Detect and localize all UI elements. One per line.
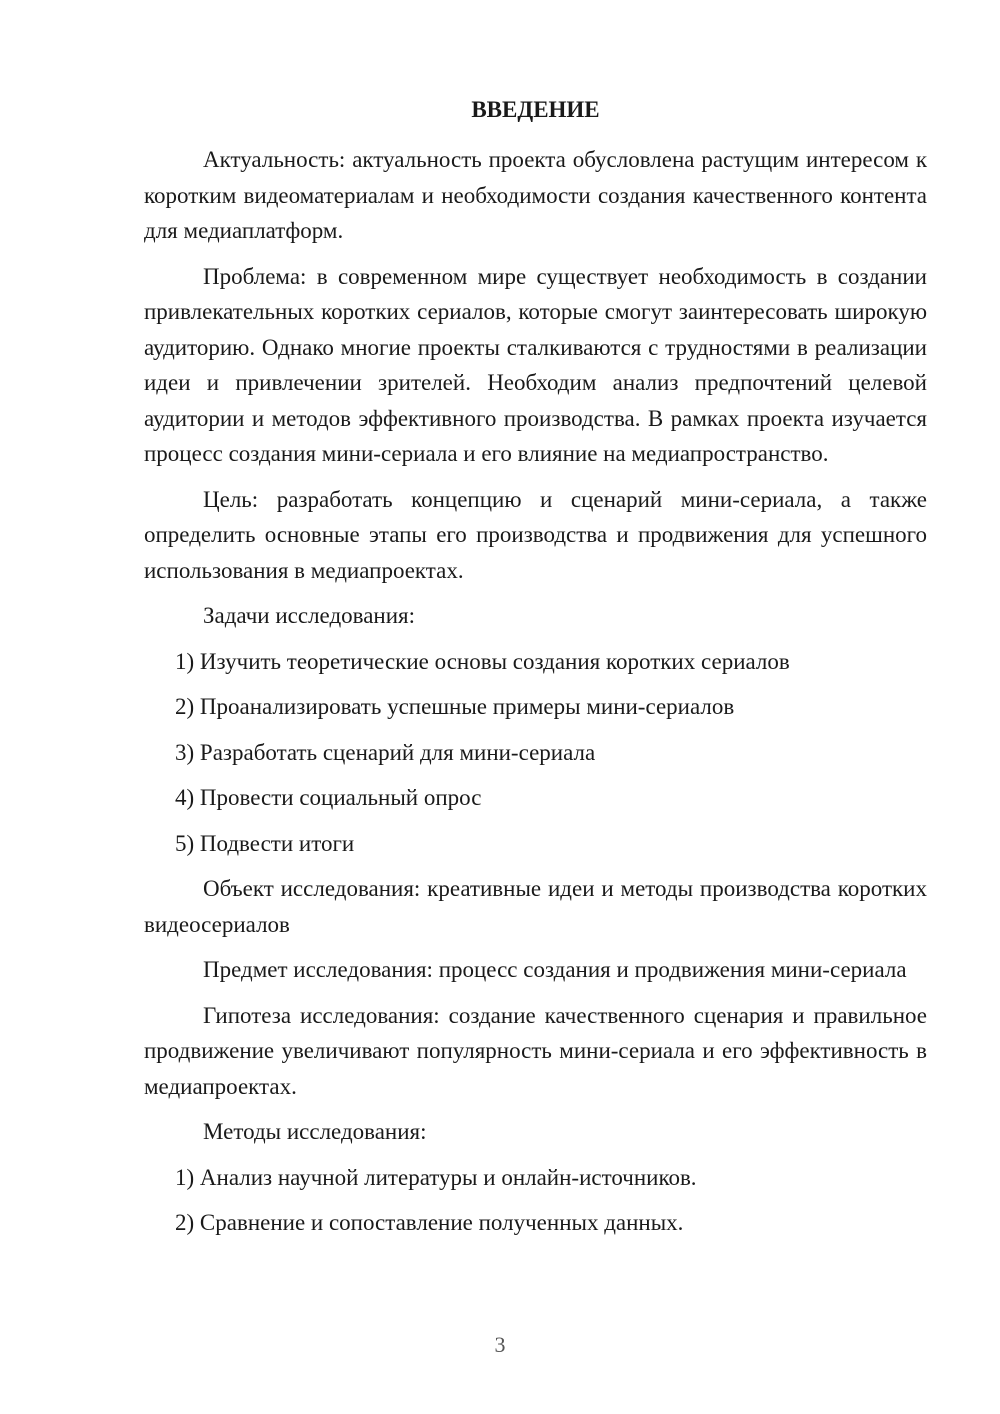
list-item: 1) Анализ научной литературы и онлайн-источников. — [175, 1164, 697, 1190]
list-item: 5) Подвести итоги — [175, 830, 355, 856]
list-item: 4) Провести социальный опрос — [175, 785, 482, 810]
relevance-paragraph: Актуальность: актуальность проекта обусловлена растущим интересом к коротким видеоматериалам и необходимости создания качественного контента для медиаплатформ. — [144, 147, 927, 243]
list-item: 3) Разработать сценарий для мини-сериала — [175, 739, 596, 765]
object-paragraph: Объект исследования: креативные идеи и методы производства коротких видеосериалов — [144, 876, 927, 937]
page-title: ВВЕДЕНИЕ — [471, 97, 600, 122]
list-item: 2) Сравнение и сопоставление полученных данных. — [175, 1210, 684, 1235]
subject-paragraph: Предмет исследования: процесс создания и продвижения мини-сериала — [203, 957, 907, 982]
document-body — [144, 142, 927, 1241]
tasks-list — [144, 644, 927, 862]
hypothesis-paragraph: Гипотеза исследования: создание качественного сценария и правильное продвижение увеличивают популярность мини-сериала и его эффективность в медиапроектах. — [144, 1002, 927, 1099]
methods-list — [144, 1160, 927, 1241]
methods-title: Методы исследования: — [203, 1119, 427, 1144]
goal-paragraph: Цель: разработать концепцию и сценарий мини-сериала, а также определить основные этапы его производства и продвижения для успешного использования в медиапроектах. — [144, 486, 927, 583]
tasks-title: Задачи исследования: — [203, 603, 416, 628]
page-number: 3 — [494, 1332, 506, 1357]
list-item: 2) Проанализировать успешные примеры мини-сериалов — [175, 694, 735, 719]
list-item: 1) Изучить теоретические основы создания коротких сериалов — [175, 648, 790, 674]
problem-paragraph: Проблема: в современном мире существует необходимость в создании привлекательных коротких сериалов, которые смогут заинтересовать широкую аудиторию. Однако многие проекты сталкиваются с трудностями в реализации идеи и привлечении зрителей. Необходим анализ предпочтений целевой аудитории и методов эффективного производства. В рамках проекта изучается процесс создания мини-сериала и его влияние на медиапространство. — [144, 263, 927, 466]
